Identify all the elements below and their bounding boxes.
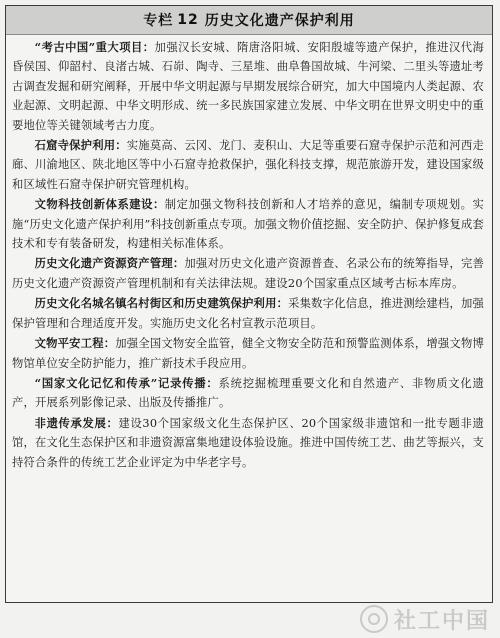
feature-box xyxy=(5,5,493,603)
paragraph xyxy=(12,195,484,253)
paragraph-body: 加强汉长安城、隋唐洛阳城、安阳殷墟等遗产保护，推进汉代海昏侯国、仰韶村、良渚古城、石峁、陶寺、三星堆、曲阜鲁国故城、牛河梁、二里头等遗址考古调查发掘和研究阐释，开展中华文明起源与早期发展综合研究，加大中国境内人类起源、农业起源、文明起源、中华文明形成、统一多民族国家建立发展、中华文明在世界文明史中的重要地位等关键领域考古力度。 xyxy=(12,41,485,132)
paragraph-body: 建设30个国家级文化生态保护区、20个国家级非遗馆和一批专题非遗馆，在文化生态保护区和非遗资源富集地建设体验设施。推进中国传统工艺、曲艺等振兴，支持符合条件的传统工艺企业评定为中华老字号。 xyxy=(12,416,484,469)
paragraph-lead: 文物平安工程： xyxy=(34,336,116,351)
watermark xyxy=(360,604,490,634)
paragraph xyxy=(12,38,484,135)
paragraph xyxy=(12,414,484,472)
paragraph-lead: 历史文化名城名镇名村街区和历史建筑保护利用： xyxy=(34,296,289,311)
title-text: 历史文化遗产保护利用 xyxy=(204,13,355,29)
paragraph-body: 采集数字化信息，推进测绘建档，加强保护管理和合理适度开发。实施历史文化名村宣教示范项目。 xyxy=(12,297,485,330)
paragraph xyxy=(12,136,484,194)
paragraph-body: 系统挖掘梳理重要文化和自然遗产、非物质文化遗产，开展系列影像记录、出版及传播推广。 xyxy=(12,376,484,410)
paragraph-lead: 非遗传承发展： xyxy=(34,415,119,430)
paragraph-lead: 石窟寺保护利用： xyxy=(34,138,127,153)
watermark-logo-icon xyxy=(360,605,388,633)
paragraph xyxy=(12,254,484,293)
box-title xyxy=(6,6,492,35)
paragraph-lead: “考古中国”重大项目： xyxy=(34,40,155,54)
paragraph xyxy=(12,374,484,413)
title-prefix: 专栏 xyxy=(143,13,174,29)
paragraph-body: 实施莫高、云冈、龙门、麦积山、大足等重要石窟寺保护示范和河西走廊、川渝地区、陕北地区等中小石窟寺抢救保护，强化科技支撑，规范旅游开发，建设国家级和区域性石窟寺保护研究管理机构。 xyxy=(12,139,484,191)
box-content xyxy=(12,38,484,598)
paragraph-body: 制定加强文物科技创新和人才培养的意见，编制专项规划。实施“历史文化遗产保护利用”科技创新重点专项。加强文物价值挖掘、安全防护、保护修复成套技术和专有装备研发，构建相关标准体系。 xyxy=(12,198,485,251)
paragraph xyxy=(12,294,484,333)
watermark-text: 社工中国 xyxy=(393,608,490,634)
paragraph-body: 加强对历史文化遗产资源普查、名录公布的统筹指导，完善历史文化遗产资源资产管理机制和有关法律法规。建设20个国家重点区域考古标本库房。 xyxy=(12,257,484,290)
paragraph xyxy=(12,334,484,373)
title-number: 12 xyxy=(177,12,199,28)
paragraph-lead: 历史文化遗产资源资产管理： xyxy=(34,256,185,271)
paragraph-lead: “国家文化记忆和传承”记录传播： xyxy=(34,375,219,390)
paragraph-lead: 文物科技创新体系建设： xyxy=(34,197,165,212)
paragraph-body: 加强全国文物安全监管，健全文物安全防范和预警监测体系，增强文物博物馆单位安全防护能力，推广新技术手段应用。 xyxy=(12,337,484,370)
